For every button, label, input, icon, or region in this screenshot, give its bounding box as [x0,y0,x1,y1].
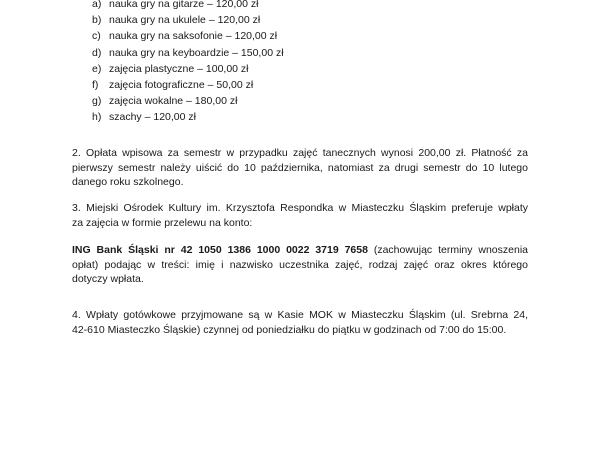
list-item [92,45,284,61]
list-marker: g) [92,95,102,108]
paragraph-line: opłat) podając w treści: imię i nazwisko uczestnika zajęć, rodzaj zajęć oraz okres którego [72,258,528,271]
list-item [92,77,284,93]
list-item [92,28,284,44]
list-marker: e) [92,62,102,75]
list-item [92,61,284,77]
paragraph-line: 3. Miejski Ośrodek Kultury im. Krzysztofa Respondka w Miasteczku Śląskim preferuje wpłaty [72,202,528,214]
list-item [92,12,284,28]
list-marker: a) [92,0,102,10]
list-item-text: nauka gry na saksofonie – 120,00 zł [109,30,278,43]
paragraph-cash-payments [72,308,528,337]
paragraph-line: dotyczy wpłata. [72,273,144,285]
list-item-text: nauka gry na ukulele – 120,00 zł [109,14,261,27]
paragraph-transfer-preference [72,201,528,230]
paragraph-line: za zajęcia w formie przelewu na konto: [72,216,253,229]
list-marker: b) [92,14,102,27]
paragraph-line: pierwszy semestr należy uiścić do 10 października, natomiast za drugi semestr do 10 lutego [72,161,528,174]
bank-account-note: (zachowując terminy wnoszenia [367,244,529,256]
list-marker: c) [92,30,101,43]
list-item [92,0,284,12]
list-item-text: zajęcia fotograficzne – 50,00 zł [109,78,254,91]
paragraph-line: 4. Wpłaty gotówkowe przyjmowane są w Kasie MOK w Miasteczku Śląskim (ul. Srebrna 24, [72,309,528,321]
paragraph-line: 2. Opłata wpisowa za semestr w przypadku zajęć tanecznych wynosi 200,00 zł. Płatność za [72,147,528,159]
paragraph-line [72,243,528,258]
list-item [92,109,284,125]
list-marker: d) [92,46,102,59]
list-item-text: nauka gry na keyboardzie – 150,00 zł [109,46,284,59]
paragraph-entry-fee [72,146,528,190]
paragraph-line: danego roku szkolnego. [72,176,184,188]
list-item-text: zajęcia plastyczne – 100,00 zł [109,62,249,75]
fee-list [92,0,284,126]
list-item-text: zajęcia wokalne – 180,00 zł [109,95,238,108]
paragraph-bank-account [72,243,528,287]
list-item [92,93,284,109]
list-marker: f) [92,78,99,91]
bank-account-number: ING Bank Śląski nr 42 1050 1386 1000 0022 3719 7658 [72,244,368,256]
list-item-text: nauka gry na gitarze – 120,00 zł [109,0,259,10]
list-marker: h) [92,111,102,124]
list-item-text: szachy – 120,00 zł [109,111,196,124]
paragraph-line: 42-610 Miasteczko Śląskie) czynnej od poniedziałku do piątku w godzinach od 7:00 do 15:00. [72,323,507,336]
